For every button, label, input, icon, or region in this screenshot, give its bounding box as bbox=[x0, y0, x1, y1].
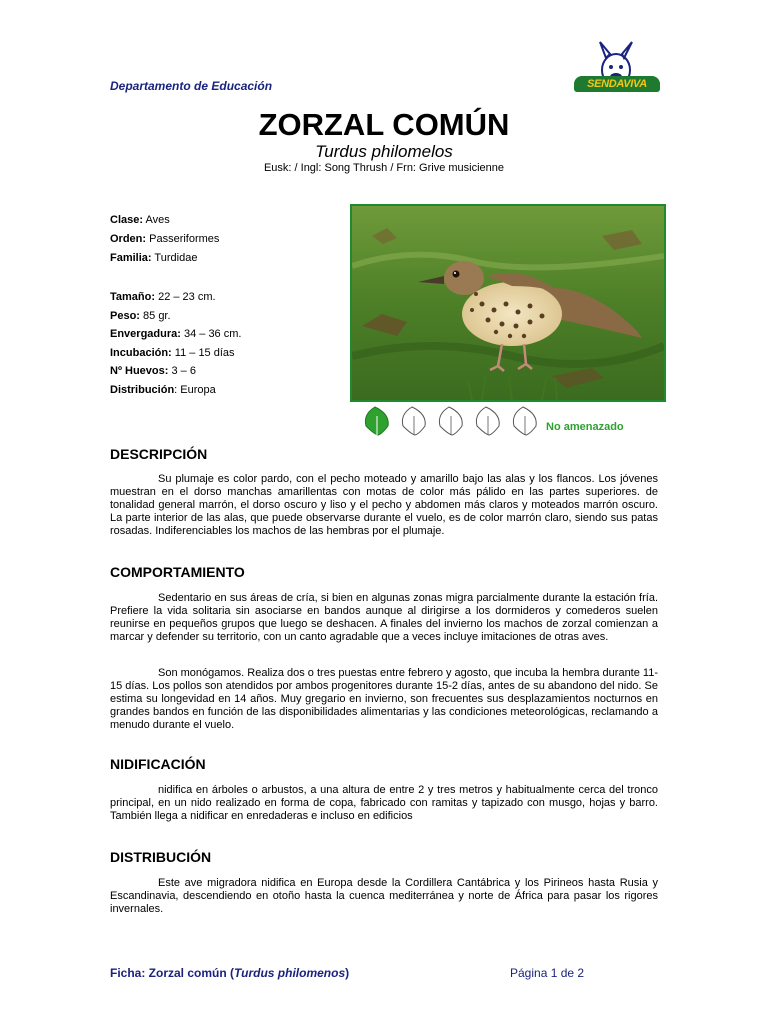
leaf-icon-4 bbox=[476, 407, 499, 435]
other-names: Eusk: / Ingl: Song Thrush / Frn: Grive musicienne bbox=[263, 162, 505, 174]
distribucion-paragraph: Este ave migradora nidifica en Europa desde la Cordillera Cantábrica y los Pirineos hasta Rusia y Escandinavia, descendiendo en otoño hasta la cuenca mediterránea y norte de África para pasar los rigores invernales. bbox=[110, 877, 658, 915]
page-number: Página 1 de 2 bbox=[510, 966, 585, 980]
section-descripcion-title: DESCRIPCIÓN bbox=[110, 446, 208, 462]
logo-text: SENDAVIVA bbox=[574, 76, 660, 92]
measurements-list bbox=[110, 291, 241, 402]
conservation-status: No amenazado bbox=[546, 421, 624, 433]
section-nidificacion-title: NIDIFICACIÓN bbox=[110, 756, 206, 772]
fact-familia: Familia: Turdidae bbox=[110, 252, 198, 264]
species-title: ZORZAL COMÚN bbox=[258, 107, 510, 142]
comportamiento-paragraph-2: Son monógamos. Realiza dos o tres puestas entre febrero y agosto, que incuba la hembra durante 11-15 días. Los pollos son atendidos por ambos progenitores durante 15-2 días, antes de su abandono del nido. Se estima su longevidad en 14 años. Muy gregario en invierno, son frecuentes sus desplazamientos nocturnos en grandes bandos en función de las disponibilidades alimentarias y las condiciones meteorológicas, reclamando a menudo durante el vuelo. bbox=[110, 667, 658, 731]
department-label: Departamento de Educación bbox=[110, 79, 273, 93]
leaf-icon-3 bbox=[439, 407, 462, 435]
fact-distribucion: Distribución: Europa bbox=[110, 383, 216, 396]
fact-clase: Clase: Aves bbox=[110, 214, 170, 226]
taxonomy-list bbox=[110, 214, 219, 271]
fact-huevos: Nº Huevos: 3 – 6 bbox=[110, 365, 196, 377]
footer-title: Ficha: Zorzal común (Turdus philomenos) bbox=[110, 966, 350, 980]
fact-orden: Orden: Passeriformes bbox=[110, 233, 220, 245]
leaf-icon-2 bbox=[402, 407, 425, 435]
nidificacion-paragraph: nidifica en árboles o arbustos, a una altura de entre 2 y tres metros y habitualmente cerca del tronco principal, en un nido realizado en forma de copa, fabricado con ramitas y tapizado con musgo, hojas y barro. También llega a nidificar en enredaderas e incluso en edificios bbox=[110, 784, 658, 822]
leaf-icon-1 bbox=[365, 407, 388, 435]
fact-tamano: Tamaño: 22 – 23 cm. bbox=[110, 291, 216, 303]
comportamiento-paragraph-1: Sedentario en sus áreas de cría, si bien en algunas zonas migra parcialmente durante la estación fría. Prefiere la vida solitaria sin asociarse en bandos aunque al dirigirse a los dormideros y comederos suelen reunirse en pequeños grupos que luego se deshacen. A finales del invierno los machos de zorzal comienzan a marcar y defender su territorio, con un canto agradable que a veces incluye imitaciones de otras aves. bbox=[110, 592, 658, 643]
section-distribucion-title: DISTRIBUCIÓN bbox=[110, 849, 212, 865]
song-thrush-illustration bbox=[352, 206, 664, 400]
leaf-icon-5 bbox=[513, 407, 536, 435]
descripcion-paragraph: Su plumaje es color pardo, con el pecho moteado y amarillo bajo las alas y los flancos. Los jóvenes muestran en el dorso manchas amarillentas con motas de color más pálido en las partes superiores. de tonalidad general marrón, el dorso oscuro y liso y el pecho y abdomen más claros y moteados marrón oscuro. La parte interior de las alas, que puede observarse durante el vuelo, es de color marrón claro, siendo sus patas rosadas. Indiferenciables los machos de las hembras por el plumaje. bbox=[110, 473, 658, 537]
bird-photo bbox=[350, 204, 666, 402]
scientific-name: Turdus philomelos bbox=[315, 142, 453, 161]
fact-envergadura: Envergadura: 34 – 36 cm. bbox=[110, 328, 242, 340]
fact-peso: Peso: 85 gr. bbox=[110, 309, 171, 322]
fact-incubacion: Incubación: 11 – 15 días bbox=[110, 346, 235, 359]
section-comportamiento-title: COMPORTAMIENTO bbox=[110, 564, 245, 580]
